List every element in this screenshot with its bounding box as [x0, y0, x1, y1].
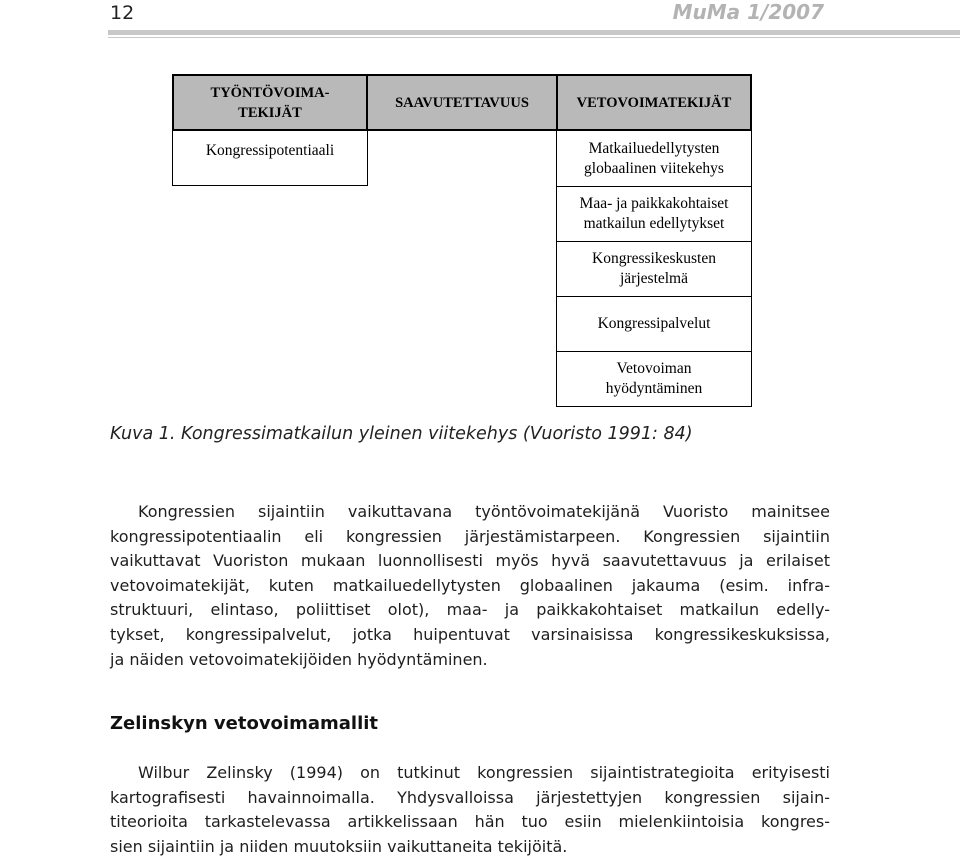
- pull-item-utilisation: [556, 351, 752, 407]
- caption-text: Kongressimatkailun yleinen viitekehys (Vuoristo 1991: 84): [175, 424, 693, 444]
- pull-item-1-line-2: globaalinen viitekehys: [584, 159, 724, 177]
- pull-item-services: [556, 296, 752, 352]
- paragraph-line: Kongressien sijaintiin vaikuttavana työntövoimatekijänä Vuoristo mainitsee: [138, 502, 830, 521]
- journal-title: MuMa 1/2007: [672, 0, 824, 24]
- pull-item-2-line-2: matkailun edellytykset: [583, 215, 725, 232]
- pull-item-global: [556, 130, 752, 187]
- paragraph-line: struktuuri, elintaso, poliittiset olot), maa- ja paikkakohtaiset matkailun edelly-: [110, 600, 830, 620]
- pull-item-1-line-1: Matkailuedellytysten: [588, 139, 720, 157]
- paragraph-1: [110, 500, 830, 672]
- header-pull-label: VETOVOIMATEKIJÄT: [576, 94, 732, 111]
- header-accessibility-label: SAAVUTETTAVUUS: [395, 94, 529, 111]
- header-push-line-1: TYÖNTÖVOIMA-: [210, 84, 330, 101]
- header-rule: [108, 30, 960, 35]
- push-item-potential: [172, 130, 368, 186]
- pull-item-5-line-2: hyödyntäminen: [605, 380, 703, 397]
- pull-item-local: [556, 186, 752, 242]
- header-push-factors: [172, 74, 368, 131]
- header-accessibility: [366, 74, 558, 131]
- accessibility-cell: [366, 130, 558, 186]
- pull-item-4-label: Kongressipalvelut: [597, 315, 711, 332]
- paragraph-line: vaikuttavat Vuoriston mukaan luonnollisesti myös hyvä saavutettavuus ja erilaiset: [110, 551, 830, 571]
- paragraph-line: vetovoimatekijät, kuten matkailuedellytysten globaalinen jakauma (esim. infra-: [110, 575, 830, 595]
- section-heading: Zelinskyn vetovoimamallit: [110, 713, 379, 734]
- pull-item-5-line-1: Vetovoiman: [616, 360, 692, 377]
- pull-item-2-line-1: Maa- ja paikkakohtaiset: [579, 195, 729, 212]
- paragraph-line: tykset, kongressipalvelut, jotka huipentuvat varsinaisissa kongressikeskuksissa,: [110, 624, 830, 644]
- page-number: 12: [110, 2, 135, 24]
- paragraph-line: kartografisesti havainnoimalla. Yhdysvalloissa järjestettyjen kongressien sijain-: [110, 787, 830, 807]
- paragraph-line: ja näiden vetovoimatekijöiden hyödyntäminen.: [110, 649, 488, 669]
- paragraph-line: sien sijaintiin ja niiden muutoksiin vaikuttaneita tekijöitä.: [110, 836, 568, 856]
- header-rule-thin: [108, 37, 960, 38]
- caption-label: Kuva 1.: [110, 424, 176, 444]
- paragraph-line: kongressipotentiaalin eli kongressien järjestämistarpeen. Kongressien sijaintiin: [110, 526, 830, 546]
- pull-item-3-line-2: järjestelmä: [620, 270, 688, 287]
- pull-item-centres: [556, 241, 752, 297]
- figure-caption: [110, 424, 693, 444]
- paragraph-line: Wilbur Zelinsky (1994) on tutkinut kongressien sijaintistrategioita erityisesti: [138, 763, 830, 782]
- header-push-line-2: TEKIJÄT: [238, 104, 302, 121]
- push-item-label: Kongressipotentiaali: [205, 142, 335, 159]
- paragraph-2: [110, 761, 830, 859]
- pull-item-3-line-1: Kongressikeskusten: [592, 250, 716, 267]
- paragraph-line: titeorioita tarkastelevassa artikkelissaan hän tuo esiin mielenkiintoisia kongres-: [110, 812, 830, 832]
- header-pull-factors: [556, 74, 752, 131]
- page-header: [0, 0, 960, 30]
